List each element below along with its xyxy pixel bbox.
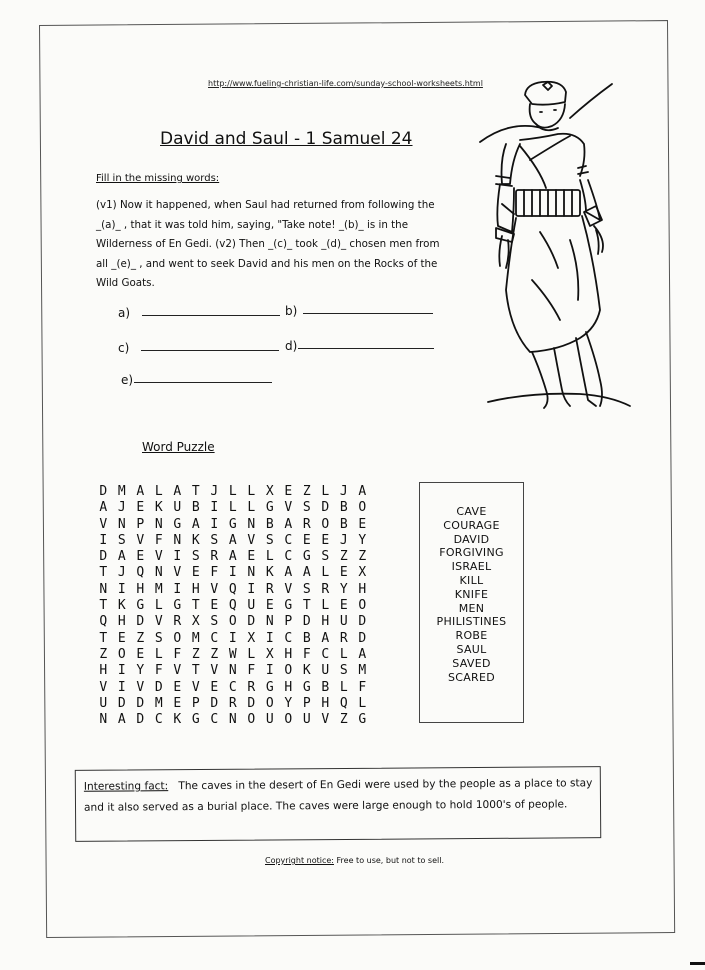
grid-letter[interactable]: A <box>117 712 126 728</box>
grid-letter[interactable]: Q <box>228 581 237 597</box>
grid-letter[interactable]: P <box>284 614 293 630</box>
grid-letter[interactable]: V <box>191 679 200 695</box>
grid-letter[interactable]: R <box>302 516 311 532</box>
grid-letter[interactable]: D <box>210 695 219 711</box>
answer-blank-a[interactable] <box>142 314 280 316</box>
grid-letter[interactable]: B <box>302 630 311 646</box>
grid-row <box>94 549 372 565</box>
grid-letter[interactable]: B <box>339 516 348 532</box>
grid-letter[interactable]: A <box>117 549 126 565</box>
grid-letter[interactable]: R <box>173 614 182 630</box>
grid-letter[interactable]: I <box>117 581 126 597</box>
grid-letter[interactable]: Q <box>99 614 108 630</box>
passage-line: Wilderness of En Gedi. (v2) Then _(c)_ took _(d)_ chosen men from <box>96 238 440 250</box>
grid-letter[interactable]: E <box>265 598 274 614</box>
grid-letter[interactable]: L <box>358 695 367 711</box>
grid-letter[interactable]: A <box>302 565 311 581</box>
word-bank-item: SAUL <box>456 642 487 656</box>
grid-letter[interactable]: V <box>284 500 293 516</box>
grid-letter[interactable]: L <box>247 500 256 516</box>
answer-label: e) <box>121 373 134 387</box>
grid-letter[interactable]: T <box>191 598 200 614</box>
grid-letter[interactable]: O <box>117 646 126 662</box>
grid-letter[interactable]: D <box>136 614 145 630</box>
grid-letter[interactable]: I <box>210 500 219 516</box>
grid-row <box>94 500 372 516</box>
grid-letter[interactable]: Y <box>136 663 145 679</box>
grid-letter[interactable]: E <box>284 484 293 499</box>
grid-letter[interactable]: D <box>136 695 145 711</box>
grid-letter[interactable]: D <box>247 614 256 630</box>
word-bank-item: MEN <box>458 601 485 615</box>
grid-letter[interactable]: N <box>99 712 108 728</box>
grid-letter[interactable]: J <box>117 565 126 581</box>
grid-letter[interactable]: Z <box>210 646 219 662</box>
grid-letter[interactable]: R <box>210 549 219 565</box>
grid-letter[interactable]: I <box>265 663 274 679</box>
grid-letter[interactable]: H <box>284 679 293 695</box>
grid-letter[interactable]: N <box>228 663 237 679</box>
grid-letter[interactable]: M <box>154 695 163 711</box>
grid-letter[interactable]: I <box>265 630 274 646</box>
grid-row <box>94 614 372 630</box>
grid-letter[interactable]: L <box>339 679 348 695</box>
grid-letter[interactable]: F <box>358 679 367 695</box>
grid-letter[interactable]: D <box>99 549 108 565</box>
grid-letter[interactable]: R <box>339 630 348 646</box>
grid-letter[interactable]: F <box>173 646 182 662</box>
answer-d[interactable] <box>285 339 434 353</box>
grid-letter[interactable]: F <box>154 663 163 679</box>
answer-blank-b[interactable] <box>303 312 433 314</box>
grid-letter[interactable]: V <box>247 532 256 548</box>
grid-letter[interactable]: M <box>117 484 126 499</box>
grid-letter[interactable]: H <box>321 614 330 630</box>
grid-letter[interactable]: A <box>284 516 293 532</box>
worksheet-title: David and Saul - 1 Samuel 24 <box>160 129 413 149</box>
grid-letter[interactable]: A <box>99 500 108 516</box>
grid-letter[interactable]: S <box>302 581 311 597</box>
grid-letter[interactable]: L <box>339 646 348 662</box>
grid-letter[interactable]: K <box>191 532 200 548</box>
grid-letter[interactable]: N <box>247 516 256 532</box>
grid-letter[interactable]: S <box>191 549 200 565</box>
grid-letter[interactable]: Y <box>358 532 367 548</box>
grid-letter[interactable]: T <box>191 663 200 679</box>
word-bank-item: CAVE <box>456 505 487 518</box>
grid-row <box>94 517 372 533</box>
grid-letter[interactable]: W <box>228 646 237 662</box>
grid-letter[interactable]: G <box>136 598 145 614</box>
grid-letter[interactable]: S <box>265 532 274 548</box>
grid-letter[interactable]: K <box>117 598 126 614</box>
grid-letter[interactable]: I <box>173 549 182 565</box>
grid-letter[interactable]: H <box>136 581 145 597</box>
grid-letter[interactable]: I <box>173 581 182 597</box>
copyright-label: Copyright notice: <box>265 856 334 865</box>
word-bank-item: COURAGE <box>443 518 500 532</box>
grid-row <box>94 647 372 663</box>
grid-letter[interactable]: S <box>321 549 330 565</box>
answer-blank-c[interactable] <box>141 349 279 351</box>
grid-letter[interactable]: P <box>191 695 200 711</box>
word-bank-box <box>419 482 524 723</box>
grid-letter[interactable]: I <box>117 679 126 695</box>
grid-letter[interactable]: G <box>265 679 274 695</box>
answer-blank-d[interactable] <box>298 347 434 349</box>
grid-letter[interactable]: V <box>136 679 145 695</box>
grid-letter[interactable]: C <box>284 630 293 646</box>
grid-letter[interactable]: J <box>339 532 348 548</box>
grid-letter[interactable]: O <box>284 663 293 679</box>
grid-letter[interactable]: F <box>302 646 311 662</box>
copyright-text: Free to use, but not to sell. <box>336 856 444 865</box>
grid-letter[interactable]: N <box>247 565 256 581</box>
grid-letter[interactable]: K <box>302 663 311 679</box>
grid-letter[interactable]: A <box>358 646 367 662</box>
grid-letter[interactable]: L <box>265 549 274 565</box>
grid-letter[interactable]: I <box>99 532 108 548</box>
grid-letter[interactable]: R <box>247 679 256 695</box>
grid-letter[interactable]: Z <box>191 646 200 662</box>
grid-letter[interactable]: E <box>339 565 348 581</box>
grid-letter[interactable]: E <box>117 630 126 646</box>
grid-letter[interactable]: E <box>210 679 219 695</box>
passage-line: all _(e)_ , and went to seek David and his men on the Rocks of the <box>96 257 438 270</box>
grid-letter[interactable]: G <box>228 516 237 532</box>
grid-letter[interactable]: D <box>358 614 367 630</box>
grid-letter[interactable]: Z <box>302 484 311 499</box>
grid-letter[interactable]: A <box>284 565 293 581</box>
answer-blank-e[interactable] <box>134 381 272 383</box>
grid-letter[interactable]: X <box>191 614 200 630</box>
grid-row <box>94 680 372 696</box>
answer-label: b) <box>285 304 298 318</box>
word-puzzle-heading: Word Puzzle <box>142 440 215 454</box>
grid-letter[interactable]: A <box>136 484 145 499</box>
answer-b[interactable] <box>285 304 433 318</box>
grid-letter[interactable]: V <box>210 581 219 597</box>
grid-letter[interactable]: Y <box>284 695 293 711</box>
grid-letter[interactable]: H <box>117 614 126 630</box>
grid-letter[interactable]: U <box>302 712 311 728</box>
grid-letter[interactable]: F <box>154 532 163 548</box>
word-bank-item: SCARED <box>447 670 496 684</box>
passage-line: (v1) Now it happened, when Saul had returned from following the <box>96 199 435 211</box>
grid-letter[interactable]: Z <box>136 630 145 646</box>
grid-letter[interactable]: D <box>321 500 330 516</box>
grid-letter[interactable]: V <box>173 663 182 679</box>
grid-letter[interactable]: O <box>321 516 330 532</box>
grid-letter[interactable]: S <box>210 532 219 548</box>
grid-letter[interactable]: Y <box>339 581 348 597</box>
grid-letter[interactable]: A <box>173 484 182 499</box>
grid-letter[interactable]: N <box>99 581 108 597</box>
grid-letter[interactable]: J <box>339 484 348 499</box>
saul-illustration <box>470 80 635 410</box>
grid-letter[interactable]: A <box>358 484 367 499</box>
grid-letter[interactable]: F <box>247 663 256 679</box>
grid-letter[interactable]: A <box>321 630 330 646</box>
grid-letter[interactable]: H <box>358 581 367 597</box>
grid-letter[interactable]: D <box>358 630 367 646</box>
word-search-grid[interactable] <box>94 484 372 728</box>
grid-letter[interactable]: I <box>228 630 237 646</box>
grid-letter[interactable]: U <box>339 614 348 630</box>
grid-letter[interactable]: Z <box>99 646 108 662</box>
grid-letter[interactable]: G <box>284 598 293 614</box>
grid-letter[interactable]: B <box>191 500 200 516</box>
grid-letter[interactable]: B <box>339 500 348 516</box>
source-url-link[interactable]: http://www.fueling-christian-life.com/sunday-school-worksheets.html <box>208 79 483 88</box>
grid-letter[interactable]: S <box>154 630 163 646</box>
grid-letter[interactable]: L <box>228 500 237 516</box>
grid-letter[interactable]: T <box>99 630 108 646</box>
grid-letter[interactable]: L <box>154 646 163 662</box>
grid-row <box>94 484 372 500</box>
grid-letter[interactable]: G <box>302 679 311 695</box>
grid-letter[interactable]: V <box>99 516 108 532</box>
grid-letter[interactable]: C <box>154 712 163 728</box>
grid-letter[interactable]: L <box>321 565 330 581</box>
grid-row <box>94 712 372 728</box>
grid-letter[interactable]: X <box>247 630 256 646</box>
grid-letter[interactable]: N <box>117 516 126 532</box>
grid-letter[interactable]: E <box>302 532 311 548</box>
grid-letter[interactable]: Z <box>358 549 367 565</box>
grid-letter[interactable]: E <box>136 549 145 565</box>
grid-letter[interactable]: X <box>265 484 274 499</box>
answer-label: a) <box>118 306 131 320</box>
grid-letter[interactable]: L <box>321 484 330 499</box>
grid-letter[interactable]: R <box>228 695 237 711</box>
grid-letter[interactable]: X <box>358 565 367 581</box>
interesting-fact-box <box>75 766 601 842</box>
grid-letter[interactable]: B <box>265 516 274 532</box>
answer-label: d) <box>285 339 298 353</box>
grid-letter[interactable]: U <box>321 663 330 679</box>
grid-letter[interactable]: O <box>358 500 367 516</box>
passage-line: Wild Goats. <box>96 277 155 289</box>
grid-letter[interactable]: O <box>228 614 237 630</box>
grid-letter[interactable]: E <box>210 598 219 614</box>
grid-letter[interactable]: M <box>191 630 200 646</box>
grid-letter[interactable]: B <box>321 679 330 695</box>
grid-letter[interactable]: R <box>321 581 330 597</box>
grid-letter[interactable]: I <box>228 565 237 581</box>
answer-a[interactable] <box>118 306 280 320</box>
grid-letter[interactable]: S <box>339 663 348 679</box>
grid-letter[interactable]: U <box>265 712 274 728</box>
fact-text <box>84 773 594 819</box>
grid-letter[interactable]: K <box>173 712 182 728</box>
grid-letter[interactable]: X <box>265 646 274 662</box>
word-bank-item: KILL <box>459 573 484 587</box>
answer-c[interactable] <box>118 341 279 355</box>
grid-letter[interactable]: N <box>265 614 274 630</box>
grid-letter[interactable]: E <box>191 565 200 581</box>
grid-letter[interactable]: V <box>284 581 293 597</box>
grid-row <box>94 582 372 598</box>
grid-letter[interactable]: N <box>228 712 237 728</box>
grid-letter[interactable]: D <box>154 679 163 695</box>
grid-letter[interactable]: C <box>284 532 293 548</box>
grid-letter[interactable]: O <box>284 712 293 728</box>
grid-letter[interactable]: V <box>99 679 108 695</box>
word-bank-item: ROBE <box>455 629 488 643</box>
grid-letter[interactable]: I <box>117 663 126 679</box>
answer-e[interactable] <box>121 373 272 387</box>
grid-letter[interactable]: G <box>191 712 200 728</box>
grid-letter[interactable]: D <box>302 614 311 630</box>
grid-letter[interactable]: K <box>154 500 163 516</box>
grid-letter[interactable]: C <box>210 630 219 646</box>
grid-letter[interactable]: R <box>265 581 274 597</box>
grid-letter[interactable]: E <box>247 549 256 565</box>
grid-letter[interactable]: G <box>265 500 274 516</box>
grid-letter[interactable]: Q <box>228 598 237 614</box>
grid-letter[interactable]: D <box>99 484 108 499</box>
grid-letter[interactable]: E <box>173 679 182 695</box>
grid-letter[interactable]: J <box>117 500 126 516</box>
grid-letter[interactable]: L <box>247 646 256 662</box>
scan-mark <box>690 962 705 965</box>
grid-letter[interactable]: U <box>99 695 108 711</box>
grid-letter[interactable]: Z <box>339 712 348 728</box>
grid-letter[interactable]: C <box>321 646 330 662</box>
grid-letter[interactable]: E <box>136 500 145 516</box>
grid-letter[interactable]: H <box>99 663 108 679</box>
grid-letter[interactable]: F <box>210 565 219 581</box>
grid-letter[interactable]: Z <box>339 549 348 565</box>
grid-letter[interactable]: G <box>173 598 182 614</box>
grid-letter[interactable]: E <box>339 598 348 614</box>
grid-letter[interactable]: N <box>154 516 163 532</box>
grid-letter[interactable]: G <box>302 549 311 565</box>
word-bank-item: PHILISTINES <box>436 615 507 629</box>
fact-body: The caves in the desert of En Gedi were used by the people as a place to stay and it also served as a burial place. The caves were large enough to hold 1000's of people. <box>83 777 593 814</box>
grid-letter[interactable]: E <box>358 516 367 532</box>
grid-letter[interactable]: L <box>154 484 163 499</box>
grid-letter[interactable]: O <box>247 712 256 728</box>
grid-letter[interactable]: Q <box>339 695 348 711</box>
grid-letter[interactable]: V <box>173 565 182 581</box>
grid-letter[interactable]: U <box>173 500 182 516</box>
passage-line: _(a)_ , that it was told him, saying, "Take note! _(b)_ is in the <box>96 218 409 231</box>
grid-letter[interactable]: M <box>358 663 367 679</box>
grid-letter[interactable]: V <box>136 532 145 548</box>
grid-letter[interactable]: S <box>302 500 311 516</box>
grid-letter[interactable]: M <box>154 581 163 597</box>
grid-letter[interactable]: C <box>284 549 293 565</box>
grid-row <box>94 565 372 581</box>
word-bank-item: KNIFE <box>454 587 489 601</box>
grid-letter[interactable]: T <box>191 484 200 499</box>
grid-letter[interactable]: K <box>265 565 274 581</box>
grid-letter[interactable]: T <box>302 598 311 614</box>
grid-letter[interactable]: E <box>173 695 182 711</box>
answer-label: c) <box>118 341 130 355</box>
grid-letter[interactable]: H <box>191 581 200 597</box>
grid-letter[interactable]: A <box>228 532 237 548</box>
grid-letter[interactable]: U <box>247 598 256 614</box>
grid-letter[interactable]: N <box>154 565 163 581</box>
grid-row <box>94 533 372 549</box>
word-bank-item: FORGIVING <box>439 546 504 560</box>
grid-letter[interactable]: T <box>99 598 108 614</box>
grid-letter[interactable]: D <box>117 695 126 711</box>
grid-letter[interactable]: D <box>247 695 256 711</box>
grid-letter[interactable]: O <box>173 630 182 646</box>
grid-letter[interactable]: A <box>191 516 200 532</box>
grid-letter[interactable]: V <box>154 614 163 630</box>
grid-letter[interactable]: L <box>247 484 256 499</box>
grid-letter[interactable]: C <box>210 712 219 728</box>
grid-letter[interactable]: I <box>210 516 219 532</box>
grid-letter[interactable]: J <box>210 484 219 499</box>
grid-letter[interactable]: P <box>136 516 145 532</box>
grid-letter[interactable]: C <box>228 679 237 695</box>
grid-letter[interactable]: T <box>99 565 108 581</box>
grid-letter[interactable]: H <box>321 695 330 711</box>
word-bank-item: DAVID <box>453 532 490 546</box>
grid-letter[interactable]: L <box>228 484 237 499</box>
copyright-notice <box>265 856 444 865</box>
grid-row <box>94 631 372 647</box>
grid-letter[interactable]: I <box>247 581 256 597</box>
grid-row <box>94 663 372 679</box>
grid-letter[interactable]: S <box>117 532 126 548</box>
grid-letter[interactable]: D <box>136 712 145 728</box>
grid-letter[interactable]: G <box>358 712 367 728</box>
word-bank-item: ISRAEL <box>451 560 492 574</box>
grid-letter[interactable]: Q <box>136 565 145 581</box>
grid-letter[interactable]: G <box>173 516 182 532</box>
grid-letter[interactable]: E <box>136 646 145 662</box>
word-bank-item: SAVED <box>452 656 491 670</box>
grid-letter[interactable]: O <box>265 695 274 711</box>
word-bank-list <box>420 505 523 684</box>
grid-letter[interactable]: L <box>154 598 163 614</box>
grid-letter[interactable]: P <box>302 695 311 711</box>
grid-row <box>94 598 372 614</box>
grid-letter[interactable]: H <box>284 646 293 662</box>
scripture-passage <box>96 196 461 294</box>
grid-letter[interactable]: V <box>321 712 330 728</box>
fact-label: Interesting fact: <box>83 780 169 793</box>
grid-letter[interactable]: A <box>228 549 237 565</box>
grid-letter[interactable]: E <box>321 532 330 548</box>
grid-letter[interactable]: L <box>321 598 330 614</box>
grid-letter[interactable]: O <box>358 598 367 614</box>
grid-letter[interactable]: V <box>154 549 163 565</box>
grid-letter[interactable]: S <box>210 614 219 630</box>
grid-row <box>94 696 372 712</box>
fill-in-heading: Fill in the missing words: <box>96 173 220 184</box>
grid-letter[interactable]: V <box>210 663 219 679</box>
grid-letter[interactable]: N <box>173 532 182 548</box>
